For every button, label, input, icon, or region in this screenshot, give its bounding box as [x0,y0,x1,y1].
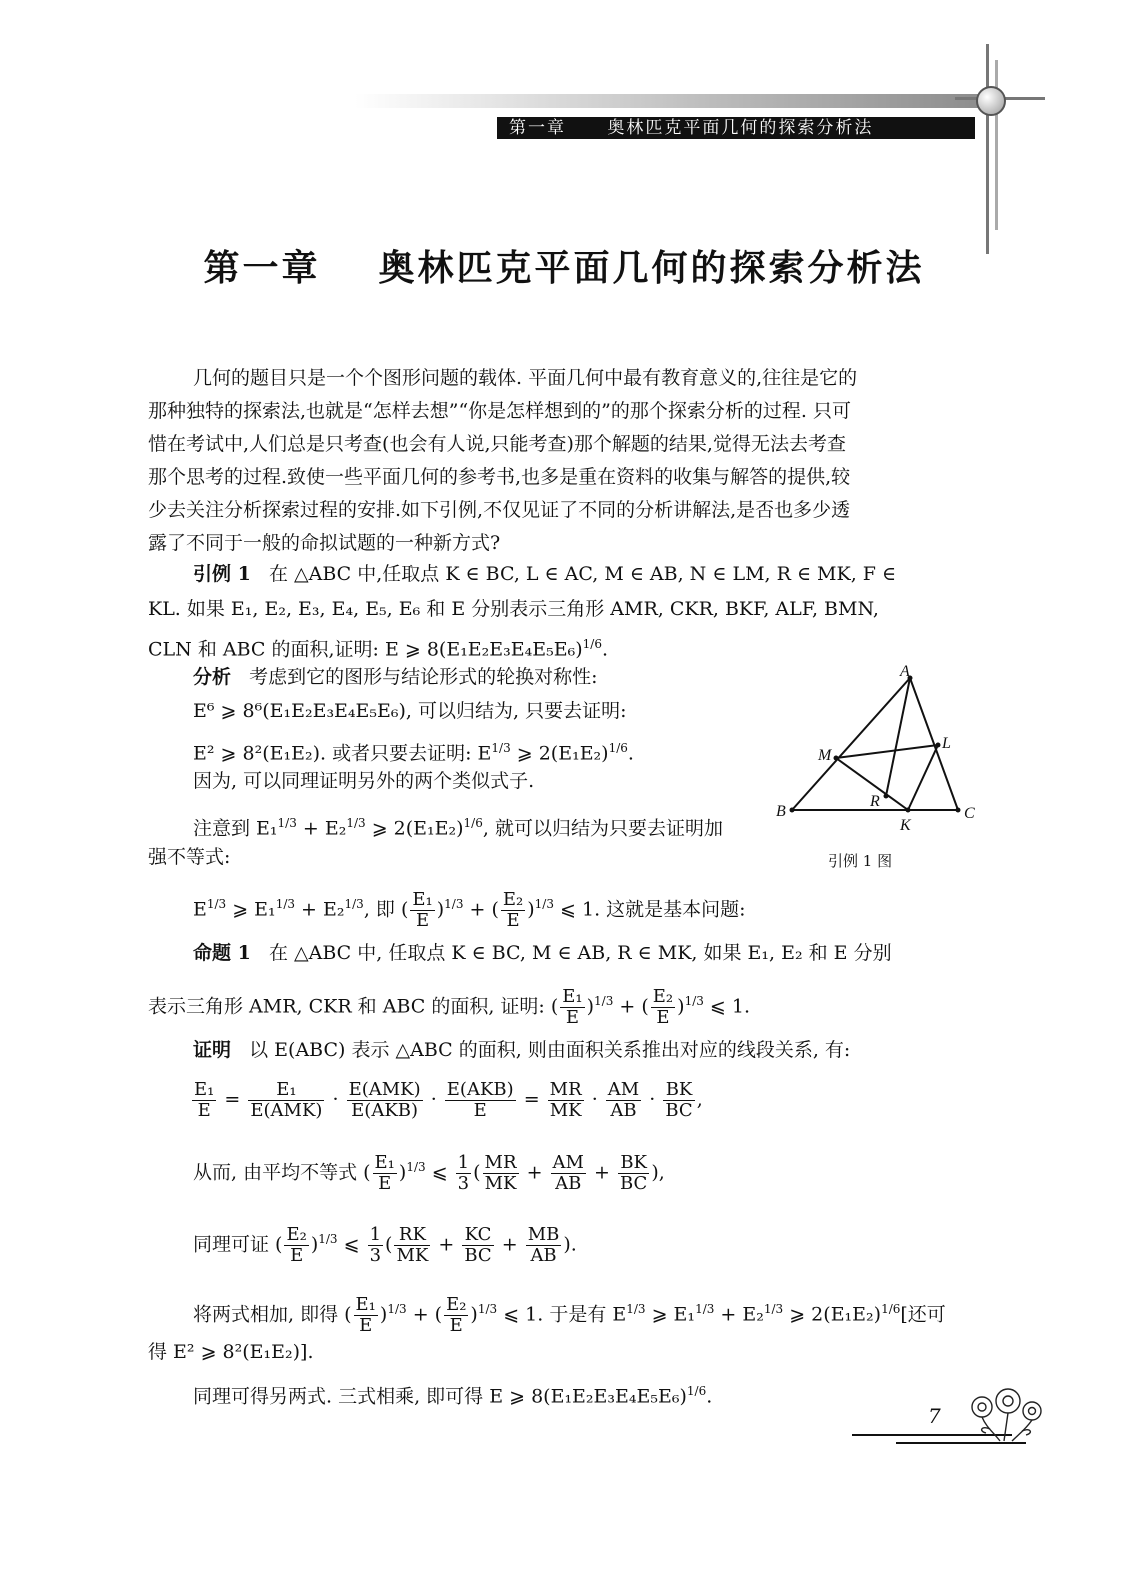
label-M: M [818,747,832,764]
add-exp-4: 1/3 [695,1302,715,1316]
running-header-chapter: 第一章 [509,118,566,138]
an7-b: ⩾ E₁ [226,898,276,921]
proof-text-1: 以 E(ABC) 表示 △ABC 的面积, 则由面积关系推出对应的线段关系, 有: [249,1039,851,1061]
label-K: K [900,817,911,834]
label-L: L [942,735,951,752]
proposition-text-1: 在 △ABC 中, 任取点 K ∈ BC, M ∈ AB, R ∈ MK, 如果 E₁, E₂ 和 E 分别 [268,942,892,964]
an7-frac-2 [501,890,525,931]
sim-frac-2-den: MK [396,1244,429,1266]
sim-frac-1-num: E₂ [286,1223,307,1245]
proof-similarly: 同理可证 ( $\frac{\text{E₂}}{E}$ )$^{1/3}$ ⩽ $\frac{1}{3}$ ( $\frac{RK}{MK}$ + $\frac{KC}{BC}$ + $\frac{MB}{AB}$ ). [193,1223,577,1266]
intro-line-5: 少去关注分析探索过程的安排.如下引例,不仅见证了不同的分析讲解法,是否也多少透 [148,499,851,521]
add-frac-2-num: E₂ [446,1293,467,1315]
sim-plus-2: + [501,1233,518,1256]
add-tail5: [还可 [900,1303,946,1326]
sim-le: ⩽ [343,1233,360,1256]
eq-frac-6 [606,1080,641,1121]
eq-frac-6-den: AB [610,1100,637,1121]
example-period: . [601,638,609,661]
eq-frac-4-num: E(AKB) [446,1079,514,1100]
an7-exp-b: 1/3 [275,897,295,911]
proposition-text-2b: ⩽ 1. [709,995,751,1018]
an7-tail: ⩽ 1. 这就是基本问题: [560,898,746,921]
mean-third [456,1153,471,1194]
add-text: 将两式相加, 即得 [193,1303,339,1326]
triangle-figure [770,660,990,840]
proof-line-1 [193,1033,850,1067]
sim-frac-4-num: MB [527,1223,560,1245]
prop-frac-1 [560,987,584,1028]
eq-frac-2 [248,1080,324,1121]
intro-line-3: 惜在考试中,人们总是只考查(也会有人说,只能考查)那个解题的结果,觉得无法去考查 [148,433,846,455]
intro-line-2: 那种独特的探索法,也就是“怎样去想”“你是怎样想到的”的那个探索分析的过程. 只可 [148,400,851,422]
proposition-line-1 [193,936,892,970]
mean-frac-3-den: AB [555,1172,582,1194]
analysis-line-6: 强不等式: [148,846,231,868]
add-tail3: + E₂ [714,1303,764,1326]
mean-plus-2: + [594,1161,610,1184]
mean-frac-4 [618,1153,649,1194]
prop-frac-2-num: E₂ [652,985,674,1007]
eq-frac-7-den: BC [665,1100,693,1121]
analysis-exp-5b: 1/3 [346,816,366,830]
header-vertical-rule-2 [995,60,998,230]
eq-frac-1-den: E [197,1100,211,1121]
eq-frac-4-den: E [473,1100,487,1121]
mean-plus-1: + [526,1161,543,1184]
chapter-number: 第一章 [203,247,321,289]
analysis-text-5b: + E₂ [296,817,347,840]
proposition-text-2a: 表示三角形 AMR, CKR 和 ABC 的面积, 证明: [148,995,545,1018]
eq-sign-2: = [523,1088,540,1111]
add-exp-2: 1/3 [477,1302,498,1316]
label-C: C [964,805,975,822]
running-header [497,117,975,139]
mean-le: ⩽ [431,1161,448,1184]
flower-icon [960,1385,1055,1445]
proposition-line-2: 表示三角形 AMR, CKR 和 ABC 的面积, 证明: ( $\frac{\text{E₁}}{E}$ )$^{1/3}$ + ( $\frac{\text{E₂}}{E}$ )$^{1/3}$ ⩽ 1. [148,985,751,1028]
label-B: B [776,803,786,820]
eq-frac-1-num: E₁ [194,1079,215,1100]
segment-ML [836,745,938,758]
mean-frac-4-num: BK [618,1153,649,1174]
eq-frac-3 [347,1080,423,1121]
similar-text: 同理可证 [193,1233,270,1256]
prop-frac-2 [651,987,675,1028]
an7-frac-1 [410,890,434,931]
eq-dot-2: · [430,1088,437,1111]
sim-plus-1: + [438,1233,455,1256]
sim-frac-3-num: KC [462,1225,493,1246]
mean-text: 从而, 由平均不等式 [193,1161,358,1184]
prop-exp-2: 1/3 [684,994,704,1008]
analysis-text-3b: ⩾ 2(E₁E₂) [510,742,609,765]
proof-mean-inequality: 从而, 由平均不等式 ( $\frac{\text{E₁}}{E}$ )$^{1/3}$ ⩽ $\frac{1}{3}$ ( $\frac{MR}{MK}$ + $\frac{AM}{AB}$ + $\frac{BK}{BC}$ ), [193,1151,665,1194]
eq-frac-1 [192,1080,216,1121]
eq-frac-6-num: AM [607,1079,640,1100]
an7-c: + E₂ [295,898,345,921]
eq-frac-5-den: MK [549,1100,582,1121]
proof-final [193,1374,712,1413]
intro-line-1: 几何的题目只是一个个图形问题的载体. 平面几何中最有教育意义的,往往是它的 [193,367,858,389]
an7-d: , 即 [363,898,395,921]
sim-frac-4-den: AB [530,1244,557,1266]
sim-third-num: 1 [369,1223,382,1245]
analysis-exp-1: 1/3 [491,741,511,755]
proof-label: 证明 [193,1039,232,1061]
analysis-text-3a: E² ⩾ 8²(E₁E₂). 或者只要去证明: E [193,742,492,765]
example-line-1 [193,557,896,591]
analysis-text-5a: 注意到 E₁ [193,817,278,840]
example-label: 引例 1 [193,563,251,585]
eq-frac-2-den: E(AMK) [250,1100,323,1121]
intro-line-6: 露了不同于一般的命拟试题的一种新方式? [148,532,501,554]
eq-frac-4 [445,1080,516,1121]
running-header-title: 奥林匹克平面几何的探索分析法 [607,118,874,138]
mean-third-num: 1 [457,1151,470,1173]
sim-third-den: 3 [369,1244,382,1266]
mean-frac-1-num: E₁ [374,1151,395,1173]
sim-frac-3-den: BC [464,1244,492,1266]
eq-dot-1: · [332,1088,339,1111]
proof-adding: 将两式相加, 即得 ( $\frac{\text{E₁}}{E}$ )$^{1/3}$ + ( $\frac{\text{E₂}}{E}$ )$^{1/3}$ ⩽ 1. 于是有 $E^{1/3}$ ⩾ E₁$^{1/3}$ + E₂$^{1/3}$ ⩾ $2(E_1E_2)^{1/6}$[还可 [193,1293,946,1336]
sim-third [368,1225,383,1266]
analysis-line-1 [193,660,598,694]
example-text-1: 在 △ABC 中,任取点 K ∈ BC, L ∈ AC, M ∈ AB, N ∈ LM, R ∈ MK, F ∈ [268,563,897,585]
example-text-3: CLN 和 ABC 的面积,证明: E ⩾ 8(E₁E₂E₃E₄E₅E₆) [148,638,583,661]
analysis-exp-5c: 1/6 [463,816,483,830]
proof-equation [190,1080,703,1121]
mean-frac-2-den: MK [484,1172,517,1194]
analysis-line-7: $E^{1/3}$ ⩾ E₁$^{1/3}$ + E₂$^{1/3}$, 即 ( $\frac{\text{E₁}}{E}$ )$^{1/3}$ + ( $\frac{\text{E₂}}{E}$ )$^{1/3}$ ⩽ 1. 这就是基本问题: [193,888,746,931]
analysis-text-5c: ⩾ 2(E₁E₂) [365,817,464,840]
an7-exp-a: 1/3 [206,897,227,911]
mean-frac-2 [483,1153,519,1194]
example-exponent: 1/6 [582,637,602,651]
sim-frac-2 [394,1225,430,1266]
final-period: . [706,1385,713,1408]
mean-frac-2-num: MR [484,1151,517,1173]
final-exp: 1/6 [686,1384,707,1398]
mean-frac-1 [373,1153,397,1194]
sim-frac-2-num: RK [394,1225,430,1246]
chapter-name: 奥林匹克平面几何的探索分析法 [378,247,925,289]
an7-exp-c: 1/3 [344,897,364,911]
an7-frac-2-num: E₂ [502,888,524,910]
mean-exp: 1/3 [406,1160,426,1174]
chapter-title [0,240,1128,291]
header-gradient-band [355,94,995,108]
prop-plus: + [619,995,636,1018]
an7-frac-1-den: E [415,909,430,931]
analysis-line-4: 因为, 可以同理证明另外的两个类似式子. [193,770,535,792]
an7-frac-2-den: E [506,909,520,931]
add-frac-1-num: E₁ [355,1293,376,1315]
proposition-label: 命题 1 [193,942,251,964]
eq-sign-1: = [224,1088,241,1111]
sim-frac-3 [462,1225,493,1266]
prop-exp-1: 1/3 [594,994,614,1008]
mean-frac-3 [551,1153,586,1194]
an7-frac-1-num: E₁ [412,888,433,910]
eq-dot-4: · [649,1088,656,1111]
header-vertical-rule [986,44,989,254]
label-R: R [870,793,880,810]
label-A: A [900,663,910,680]
add-tail4: ⩾ 2(E₁E₂) [783,1303,882,1326]
add-exp-1: 1/3 [387,1302,407,1316]
sim-frac-1 [284,1225,308,1266]
prop-frac-2-den: E [656,1006,670,1028]
add-exp-6: 1/6 [881,1302,901,1316]
analysis-text-3c: . [627,742,634,765]
page-number: 7 [928,1404,941,1428]
add-frac-2 [444,1295,468,1336]
eq-frac-3-den: E(AKB) [351,1100,419,1121]
final-text: 同理可得另两式. 三式相乘, 即可得 E ⩾ 8(E₁E₂E₃E₄E₅E₆) [193,1385,687,1408]
prop-frac-1-den: E [565,1006,580,1028]
intro-line-4: 那个思考的过程.致使一些平面几何的参考书,也多是重在资料的收集与解答的提供,较 [148,466,851,488]
figure-caption: 引例 1 图 [828,852,893,870]
eq-frac-3-num: E(AMK) [348,1079,421,1100]
analysis-text-1: 考虑到它的图形与结论形式的轮换对称性: [249,666,598,688]
an7-plus: + [469,898,486,921]
mean-frac-3-num: AM [552,1151,584,1173]
mean-third-den: 3 [457,1172,470,1194]
example-line-2: KL. 如果 E₁, E₂, E₃, E₄, E₅, E₆ 和 E 分别表示三角形 AMR, CKR, BKF, ALF, BMN, [148,598,879,620]
header-ornament-circle [976,86,1006,116]
analysis-exp-5a: 1/3 [277,816,297,830]
sim-frac-4 [526,1225,562,1266]
sim-frac-1-den: E [290,1244,304,1266]
add-exp-5: 1/3 [763,1302,784,1316]
prop-frac-1-num: E₁ [562,985,583,1007]
analysis-label: 分析 [193,666,232,688]
eq-frac-2-num: E₁ [248,1080,324,1101]
eq-frac-7-num: BK [663,1080,694,1101]
an7-exp-d: 1/3 [444,897,464,911]
eq-dot-3: · [591,1088,598,1111]
an7-E: E [193,898,207,921]
mean-frac-4-den: BC [619,1172,648,1194]
add-frac-1-den: E [359,1314,373,1336]
analysis-text-5d: , 就可以归结为只要去证明加 [482,817,723,840]
eq-comma: , [696,1088,703,1111]
proof-get: 得 E² ⩾ 8²(E₁E₂)]. [148,1341,314,1363]
analysis-exp-2: 1/6 [608,741,628,755]
add-tail: ⩽ 1. 于是有 E [503,1303,627,1326]
add-frac-1 [354,1295,378,1336]
eq-frac-7 [663,1080,694,1121]
an7-exp-e: 1/3 [534,897,554,911]
eq-frac-5-num: MR [549,1079,582,1100]
analysis-line-5 [193,806,723,845]
sim-exp: 1/3 [318,1232,338,1246]
segment-AR [886,678,910,796]
add-frac-2-den: E [449,1314,463,1336]
analysis-line-2: E⁶ ⩾ 8⁶(E₁E₂E₃E₄E₅E₆), 可以归结为, 只要去证明: [193,700,627,722]
add-plus: + [412,1303,429,1326]
mean-frac-1-den: E [378,1172,392,1194]
add-tail2: ⩾ E₁ [645,1303,696,1326]
add-exp-3: 1/3 [626,1302,646,1316]
segment-LK [908,745,938,810]
side-AB [792,678,910,810]
eq-frac-5 [548,1080,584,1121]
